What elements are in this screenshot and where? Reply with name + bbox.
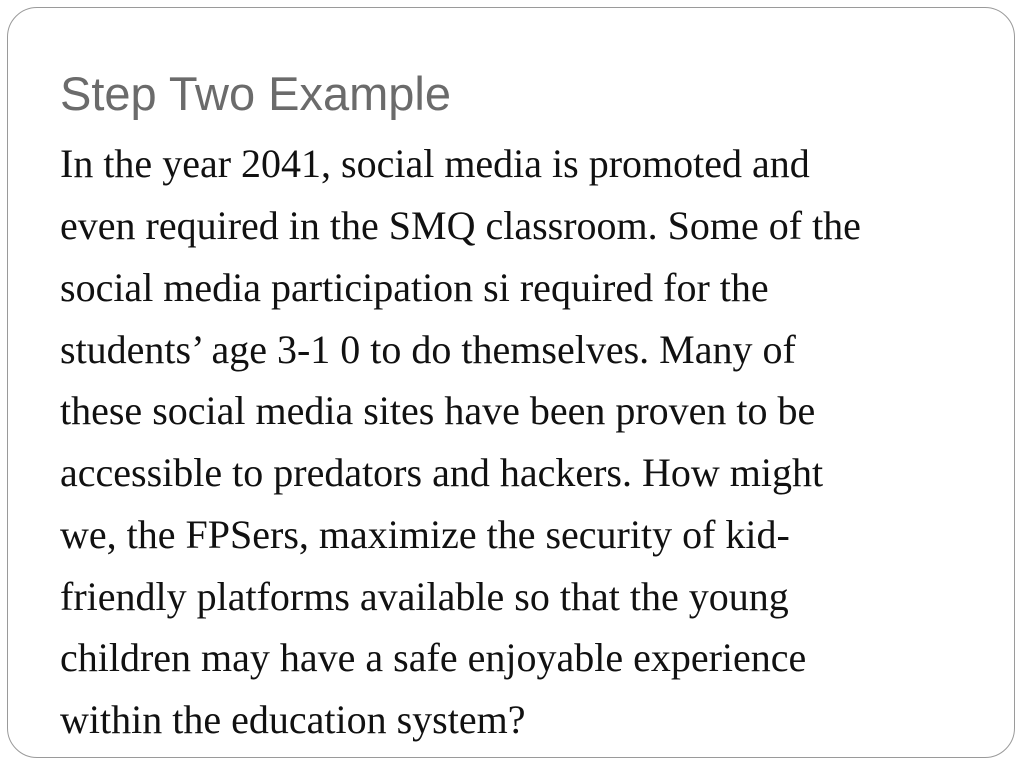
- body-line: even required in the SMQ classroom. Some of the: [60, 203, 861, 248]
- body-line: children may have a safe enjoyable experience: [60, 635, 807, 680]
- body-line: students’ age 3-1 0 to do themselves. Many of: [60, 327, 796, 372]
- body-line: we, the FPSers, maximize the security of kid-: [60, 512, 790, 557]
- body-line: social media participation si required for the: [60, 265, 769, 310]
- body-line: these social media sites have been proven to be: [60, 388, 816, 433]
- slide-title: Step Two Example: [60, 67, 452, 120]
- body-line: friendly platforms available so that the young: [60, 574, 789, 619]
- body-line: In the year 2041, social media is promoted and: [60, 141, 810, 186]
- body-line: within the education system?: [60, 697, 526, 742]
- body-line: accessible to predators and hackers. How might: [60, 450, 824, 495]
